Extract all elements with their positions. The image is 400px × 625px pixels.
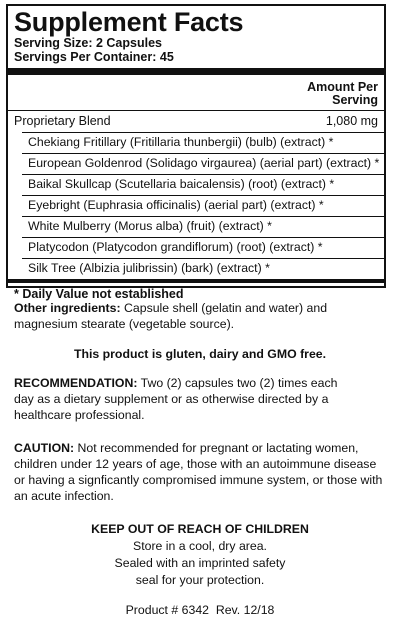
amount-per-label: Amount Per bbox=[307, 80, 378, 94]
ingredient-row: White Mulberry (Morus alba) (fruit) (extract) * bbox=[22, 216, 384, 237]
serving-size: Serving Size: 2 Capsules bbox=[14, 36, 162, 50]
ingredient-row: Chekiang Fritillary (Fritillaria thunbergii) (bulb) (extract) * bbox=[22, 132, 384, 153]
caution-text: Not recommended for pregnant or lactating women, children under 12 years of age, those with an autoimmune disease or having a signficantly compromised immune system, or those with an acute infection. bbox=[14, 441, 383, 503]
storage-line-2: Sealed with an imprinted safety bbox=[114, 556, 286, 570]
blend-amount: 1,080 mg bbox=[325, 114, 378, 128]
proprietary-blend-row bbox=[8, 110, 384, 132]
ingredient-row: Eyebright (Euphrasia officinalis) (aerial part) (extract) * bbox=[22, 195, 384, 216]
other-ingredients bbox=[14, 300, 384, 332]
ingredient-row: Silk Tree (Albizia julibrissin) (bark) (extract) * bbox=[22, 258, 384, 279]
storage-line-3: seal for your protection. bbox=[135, 573, 265, 587]
caution-heading: CAUTION: bbox=[14, 441, 75, 455]
allergen-free-statement: This product is gluten, dairy and GMO free. bbox=[73, 347, 327, 361]
servings-per-container: Servings Per Container: 45 bbox=[14, 50, 174, 64]
blend-name: Proprietary Blend bbox=[14, 114, 111, 128]
supplement-facts-panel bbox=[6, 4, 386, 301]
serving-label: Serving bbox=[332, 93, 378, 107]
recommendation-text: Two (2) capsules two (2) times each day as a dietary supplement or as otherwise directed by a healthcare professional. bbox=[14, 376, 338, 422]
product-number: Product # 6342 Rev. 12/18 bbox=[125, 603, 275, 617]
storage-line-1: Store in a cool, dry area. bbox=[133, 539, 267, 553]
amount-per-serving-header bbox=[14, 75, 378, 110]
keep-out-of-reach: KEEP OUT OF REACH OF CHILDREN bbox=[91, 522, 309, 536]
ingredient-row: Platycodon (Platycodon grandiflorum) (root) (extract) * bbox=[22, 237, 384, 258]
panel-title: Supplement Facts bbox=[14, 7, 244, 37]
ingredient-row: European Goldenrod (Solidago virgaurea) (aerial part) (extract) * bbox=[22, 153, 384, 174]
caution bbox=[14, 440, 384, 504]
daily-value-note: * Daily Value not established bbox=[14, 287, 184, 301]
thick-divider bbox=[8, 68, 384, 75]
other-ingredients-heading: Other ingredients: bbox=[14, 301, 121, 315]
ingredient-list bbox=[8, 132, 384, 279]
recommendation bbox=[14, 375, 354, 423]
ingredient-row: Baikal Skullcap (Scutellaria baicalensis) (root) (extract) * bbox=[22, 174, 384, 195]
other-ingredients-text: Capsule shell (gelatin and water) and magnesium stearate (vegetable source). bbox=[14, 301, 328, 331]
recommendation-heading: RECOMMENDATION: bbox=[14, 376, 138, 390]
